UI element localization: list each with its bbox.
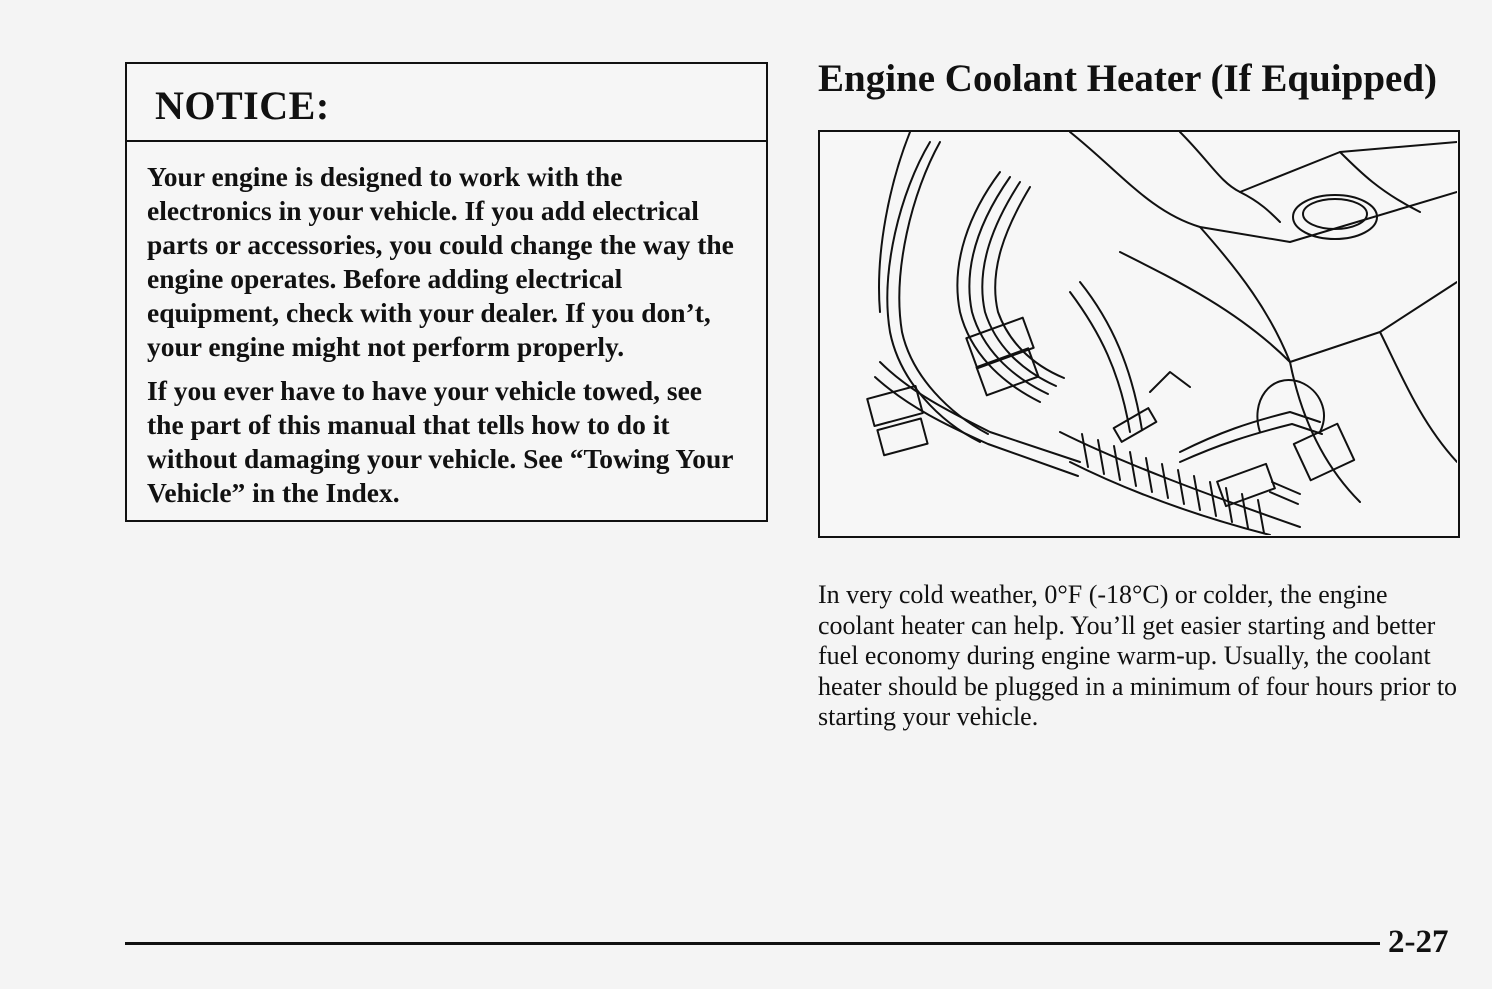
notice-body	[127, 142, 766, 510]
footer-rule	[125, 942, 1380, 945]
engine-wiring-drawing	[820, 132, 1457, 535]
section-body: In very cold weather, 0°F (-18°C) or colder, the engine coolant heater can help. You’ll get easier starting and better fuel economy during engine warm-up. Usually, the coolant heater should be plugged in a minimum of four hours prior to starting your vehicle.	[818, 580, 1458, 731]
notice-title: NOTICE:	[155, 83, 330, 128]
section-title: Engine Coolant Heater (If Equipped)	[818, 57, 1438, 100]
page-number: 2-27	[1388, 924, 1449, 960]
notice-box	[125, 62, 768, 522]
notice-paragraph-1: Your engine is designed to work with the electronics in your vehicle. If you add electrical parts or accessories, you could change the way the engine operates. Before adding electrical equipment, check with your dealer. If you don’t, your engine might not perform properly.	[147, 161, 734, 362]
notice-header	[127, 64, 766, 142]
engine-coolant-heater-illustration	[818, 130, 1460, 538]
notice-paragraph-2: If you ever have to have your vehicle towed, see the part of this manual that tells how to do it without damaging your vehicle. See “Towing Your Vehicle” in the Index.	[147, 375, 733, 508]
